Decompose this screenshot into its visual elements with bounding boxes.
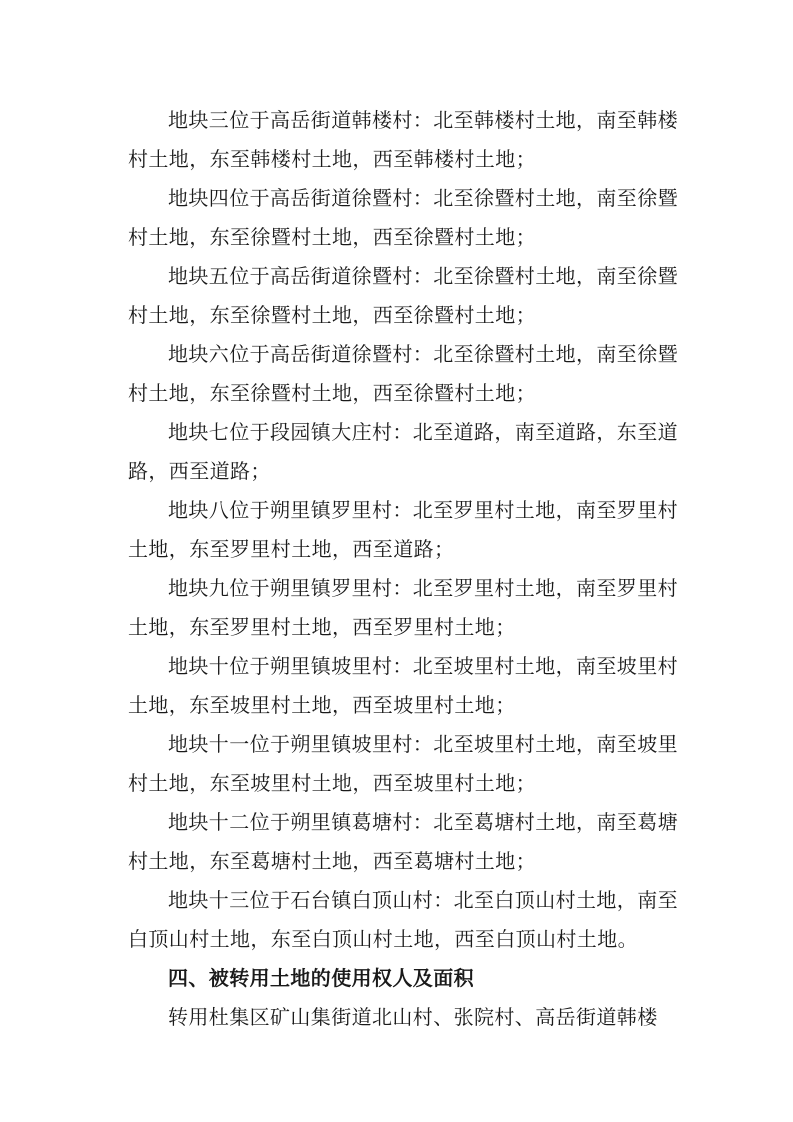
trailing-paragraph: 转用杜集区矿山集街道北山村、张院村、高岳街道韩楼 <box>168 1005 658 1029</box>
parcel-11-paragraph: 地块十一位于朔里镇坡里村：北至坡里村土地，南至坡里村土地，东至坡里村土地，西至坡里村土地； <box>128 732 678 795</box>
parcel-8-paragraph: 地块八位于朔里镇罗里村：北至罗里村土地，南至罗里村土地，东至罗里村土地，西至道路； <box>128 498 678 561</box>
parcel-10-paragraph: 地块十位于朔里镇坡里村：北至坡里村土地，南至坡里村土地，东至坡里村土地，西至坡里村土地； <box>128 654 678 717</box>
parcel-4-paragraph: 地块四位于高岳街道徐暨村：北至徐暨村土地，南至徐暨村土地，东至徐暨村土地，西至徐暨村土地； <box>128 186 678 249</box>
section-heading: 四、被转用土地的使用权人及面积 <box>168 966 474 990</box>
parcel-3-paragraph: 地块三位于高岳街道韩楼村：北至韩楼村土地，南至韩楼村土地，东至韩楼村土地，西至韩楼村土地； <box>128 108 678 171</box>
parcel-5-paragraph: 地块五位于高岳街道徐暨村：北至徐暨村土地，南至徐暨村土地，东至徐暨村土地，西至徐暨村土地； <box>128 264 678 327</box>
parcel-13-paragraph: 地块十三位于石台镇白顶山村：北至白顶山村土地，南至白顶山村土地，东至白顶山村土地，西至白顶山村土地。 <box>128 888 678 951</box>
parcel-9-paragraph: 地块九位于朔里镇罗里村：北至罗里村土地，南至罗里村土地，东至罗里村土地，西至罗里村土地； <box>128 576 678 639</box>
parcel-12-paragraph: 地块十二位于朔里镇葛塘村：北至葛塘村土地，南至葛塘村土地，东至葛塘村土地，西至葛塘村土地； <box>128 810 678 873</box>
parcel-7-paragraph: 地块七位于段园镇大庄村：北至道路，南至道路，东至道路，西至道路； <box>128 420 678 483</box>
document-body <box>128 101 678 1037</box>
parcel-6-paragraph: 地块六位于高岳街道徐暨村：北至徐暨村土地，南至徐暨村土地，东至徐暨村土地，西至徐暨村土地； <box>128 342 678 405</box>
